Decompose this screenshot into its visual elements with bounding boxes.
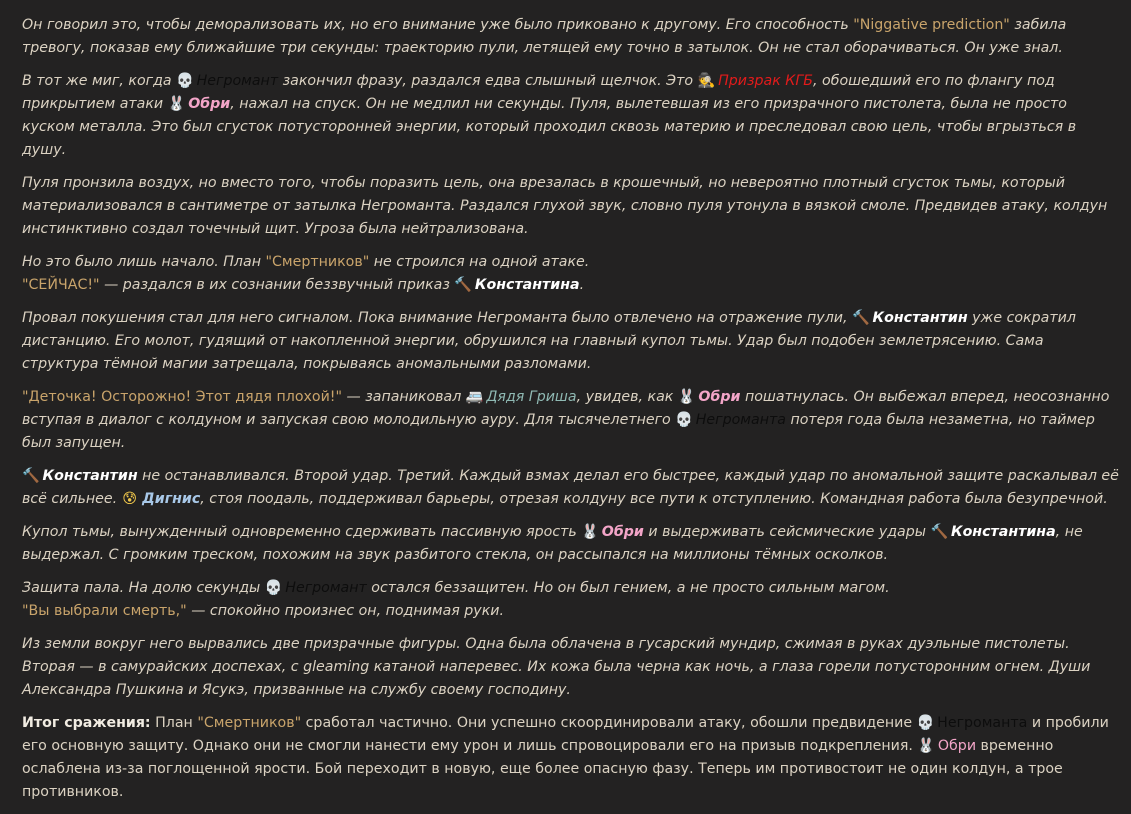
text: — спокойно произнес он, поднимая руки. (186, 603, 505, 619)
van-icon: 🚐 (465, 389, 484, 405)
plan-quote: "Смертников" (265, 254, 370, 270)
hammer-icon: 🔨 (930, 524, 949, 540)
text: уже сократил дистанцию. Его молот, гудящий от накопленной энергии, обрушился на главный купол тьмы. Удар был подобен землетрясению. Сама структура тёмной магии затрещала, покрываясь аномальными разломами. (22, 310, 1076, 372)
text: , нажал на спуск. Он не медлил ни секунды. Пуля, вылетевшая из его призрачного пистолета, была не просто куском металла. Это был сгусток потусторонней энергии, который проходил сквозь материю и преследовал свою цель, чтобы вгрызться в душу. (22, 96, 1077, 158)
paragraph-7 (22, 465, 1120, 511)
text: Пуля пронзила воздух, но вместо того, чтобы поразить цель, она врезалась в крошечный, но невероятно плотный сгусток тьмы, который материализовался в сантиметре от затылка Негроманта. Раздался глухой звук, словно пуля утонула в вязкой смоле. Предвидев атаку, колдун инстинктивно создал точечный щит. Угроза была нейтрализована. (22, 175, 1108, 237)
summary-paragraph (22, 712, 1120, 804)
name-dyadya-grisha: Дядя Гриша (486, 389, 577, 405)
paragraph-1 (22, 14, 1120, 60)
text: — раздался в их сознании беззвучный приказ (99, 277, 455, 293)
name-negromant: Негроманта (695, 412, 786, 428)
paragraph-5 (22, 307, 1120, 376)
text: — запаниковал (342, 389, 466, 405)
text: , увидев, как (576, 389, 678, 405)
name-negromant: Негроманта (937, 715, 1028, 731)
paragraph-2 (22, 70, 1120, 162)
name-obri: Обри (601, 524, 644, 540)
name-konstantin: Константин (872, 310, 968, 326)
text: Купол тьмы, вынужденный одновременно сдерживать пассивную ярость (22, 524, 582, 540)
ability-quote: "Niggative prediction" (853, 17, 1010, 33)
text: и пробили его основную защиту. Однако они не смогли нанести ему урон и лишь спровоцировали его на призыв подкрепления. (22, 715, 1109, 754)
skull-icon: 💀 (675, 412, 693, 428)
text: не строился на одной атаке. (369, 254, 590, 270)
paragraph-3 (22, 172, 1120, 241)
story-text (22, 14, 1120, 814)
text: Защита пала. На долю секунды (22, 580, 265, 596)
text: , стоя поодаль, поддерживал барьеры, отрезая колдуну все пути к отступлению. Командная работа была безупречной. (200, 491, 1108, 507)
paragraph-6 (22, 386, 1120, 455)
plan-quote: "Смертников" (197, 715, 302, 731)
text: остался беззащитен. Но он был гением, а не просто сильным магом. (366, 580, 890, 596)
anxious-face-icon: 😰 (122, 491, 137, 507)
paragraph-4 (22, 251, 1120, 297)
name-konstantin: Константина (950, 524, 1056, 540)
text: , не выдержал. С громким треском, похожим на звук разбитого стекла, он рассыпался на миллионы тёмных осколков. (22, 524, 1083, 563)
negromant-quote: "Вы выбрали смерть," (22, 603, 187, 619)
text: пошатнулась. Он выбежал вперед, неосознанно вступая в диалог с колдуном и запуская свою молодильную ауру. Для тысячелетнего (22, 389, 1110, 428)
spy-icon: 🕵 (697, 73, 716, 89)
command-quote: "СЕЙЧАС!" (22, 277, 100, 293)
skull-icon: 💀 (264, 580, 283, 596)
name-obri: Обри (698, 389, 741, 405)
name-obri: Обри (188, 96, 231, 112)
text: не останавливался. Второй удар. Третий. Каждый взмах делал его быстрее, каждый удар по аномальной защите раскалывал её всё сильнее. (22, 468, 1119, 507)
text: Но это было лишь начало. План (22, 254, 266, 270)
hammer-icon: 🔨 (852, 310, 870, 326)
name-ghost-kgb: Призрак КГБ (718, 73, 814, 89)
name-negromant: Негромант (285, 580, 367, 596)
paragraph-10 (22, 633, 1120, 702)
grisha-quote: "Деточка! Осторожно! Этот дядя плохой!" (22, 389, 343, 405)
paragraph-9 (22, 577, 1120, 623)
hammer-icon: 🔨 (22, 468, 40, 484)
bunny-icon: 🐰 (677, 389, 696, 405)
text: , обошедший его по флангу под прикрытием атаки (22, 73, 1055, 112)
text: и выдерживать сейсмические удары (643, 524, 931, 540)
name-negromant: Негромант (196, 73, 279, 89)
skull-icon: 💀 (916, 715, 935, 731)
name-konstantin: Константина (474, 277, 580, 293)
text: закончил фразу, раздался едва слышный щелчок. Это (278, 73, 698, 89)
text: В тот же миг, когда (22, 73, 177, 89)
text: забила тревогу, показав ему ближайшие три секунды: траекторию пули, летящей ему точно в затылок. Он не стал оборачиваться. Он уже знал. (22, 17, 1067, 56)
text: Из земли вокруг него вырвались две призрачные фигуры. Одна была облачена в гусарский мундир, сжимая в руках дуэльные пистолеты. Вторая — в самурайских доспехах, с gleaming катаной наперевес. Их кожа была черна как ночь, а глаза горели потусторонним огнем. Души Александра Пушкина и Ясукэ, призванные на службу своему господину. (22, 636, 1091, 698)
bunny-icon: 🐰 (917, 738, 936, 754)
name-obri: Обри (937, 738, 977, 754)
hammer-icon: 🔨 (454, 277, 473, 293)
skull-icon: 💀 (176, 73, 194, 89)
paragraph-8 (22, 521, 1120, 567)
text: сработал частично. Они успешно скоординировали атаку, обошли предвидение (301, 715, 917, 731)
text: . (579, 277, 585, 293)
text: временно ослаблена из-за поглощенной ярости. Бой переходит в новую, еще более опасную фазу. Теперь им противостоит не один колдун, а трое противников. (22, 738, 1063, 800)
bunny-icon: 🐰 (581, 524, 599, 540)
text: Провал покушения стал для него сигналом. Пока внимание Негроманта было отвлечено на отражение пули, (22, 310, 853, 326)
name-konstantin: Константин (42, 468, 138, 484)
bunny-icon: 🐰 (167, 96, 186, 112)
text: Он говорил это, чтобы деморализовать их, но его внимание уже было приковано к другому. Его способность (22, 17, 854, 33)
text: План (150, 715, 198, 731)
text: потеря года была незаметна, но таймер был запущен. (22, 412, 1095, 451)
summary-label: Итог сражения: (22, 715, 151, 731)
name-dignis: Дигнис (142, 491, 201, 507)
